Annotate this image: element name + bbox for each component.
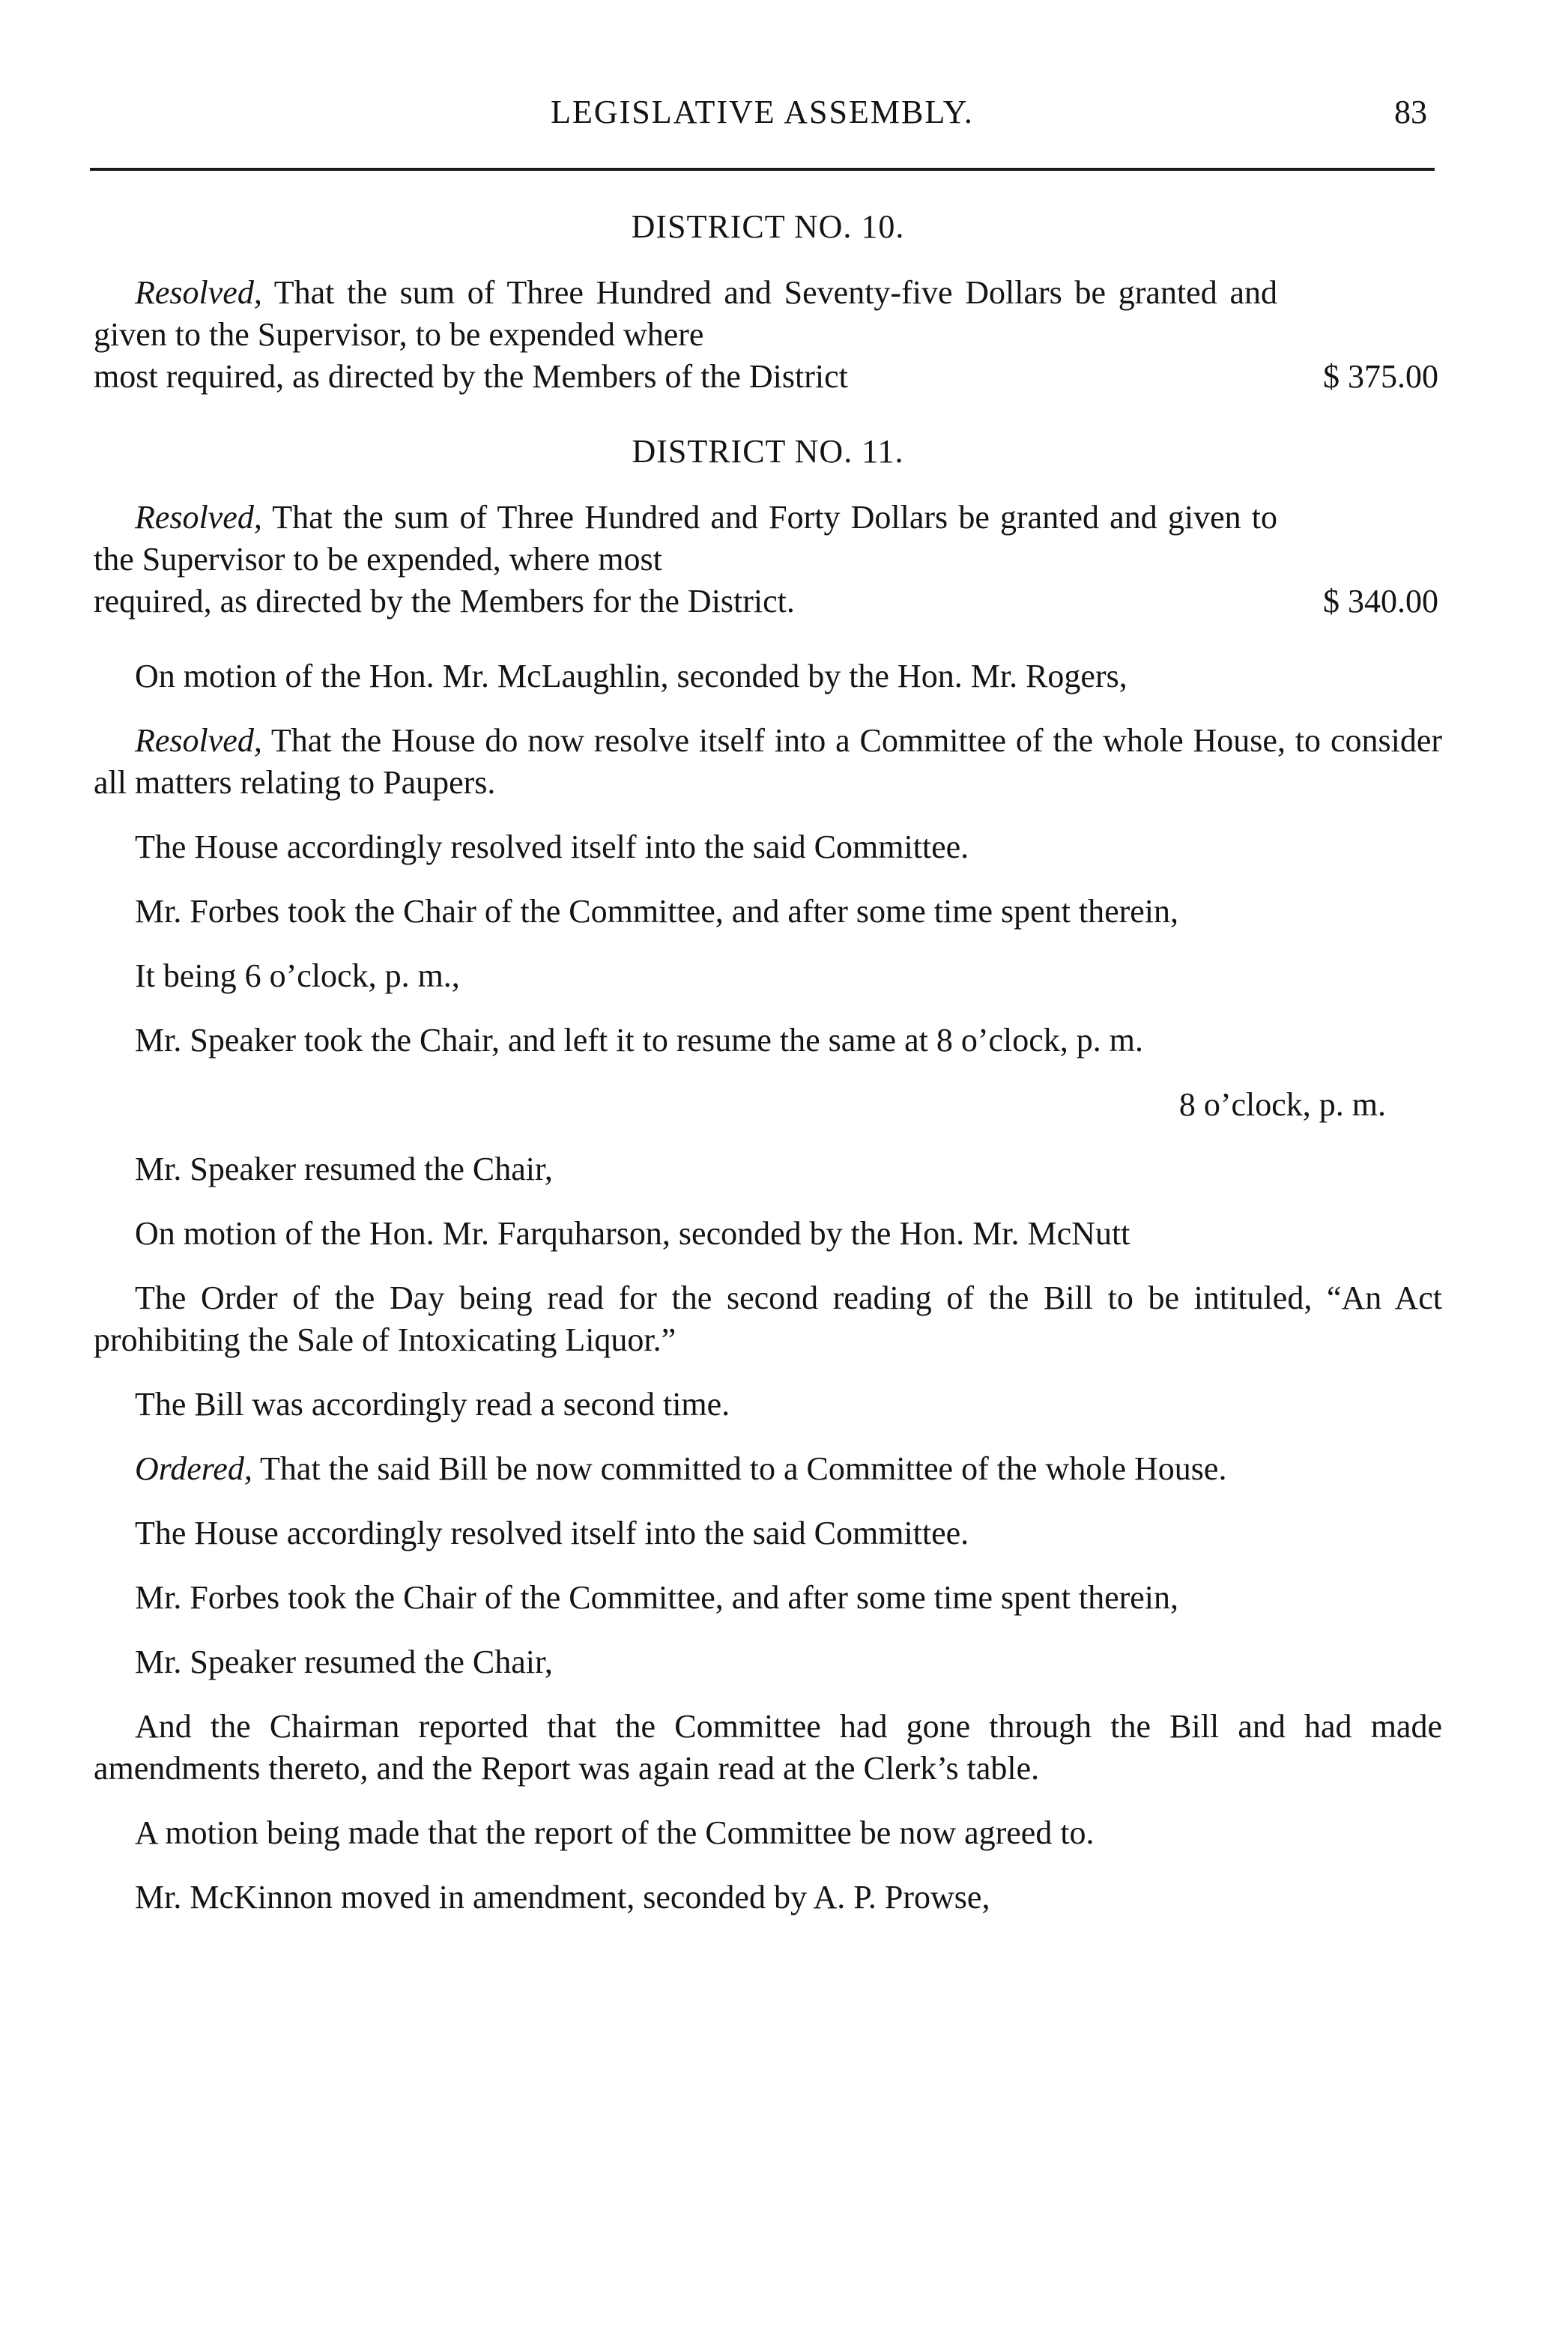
minutes-paragraph (94, 1512, 1442, 1554)
paragraph-text: On motion of the Hon. Mr. Farquharson, seconded by the Hon. Mr. McNutt (135, 1215, 1130, 1252)
minutes-paragraph (94, 1641, 1442, 1683)
resolution-lead: Resolved, (135, 274, 262, 311)
resolution-last-line-text: required, as directed by the Members for the District. (94, 583, 795, 620)
district-10-heading: DISTRICT NO. 10. (631, 208, 905, 245)
minutes-paragraph (94, 1812, 1442, 1854)
district-10-last-line (94, 356, 1438, 398)
paragraph-text: And the Chairman reported that the Committee had gone through the Bill and had made amendments thereto, and the Report was again read at the Clerk’s table. (94, 1708, 1442, 1787)
district-11-last-line (94, 581, 1438, 623)
minutes-paragraph (94, 720, 1442, 804)
paragraph-text: A motion being made that the report of the Committee be now agreed to. (135, 1814, 1095, 1851)
time-mark: 8 o’clock, p. m. (1178, 1086, 1386, 1123)
district-10-text-block (94, 272, 1277, 356)
paragraph-text: On motion of the Hon. Mr. McLaughlin, seconded by the Hon. Mr. Rogers, (135, 658, 1127, 694)
minutes-paragraph (94, 1877, 1442, 1918)
resolution-last-line-text: most required, as directed by the Members of the District (94, 358, 848, 395)
minutes-paragraph (94, 1448, 1442, 1490)
minutes-paragraph (94, 1277, 1442, 1361)
district-10-resolution (94, 272, 1442, 398)
paragraph-text: Mr. Speaker took the Chair, and left it to resume the same at 8 o’clock, p. m. (135, 1022, 1143, 1059)
running-header (90, 90, 1435, 142)
minutes-paragraph (94, 826, 1442, 868)
paragraph-text: Mr. McKinnon moved in amendment, seconded by A. P. Prowse, (135, 1879, 990, 1915)
district-11-text-block (94, 497, 1277, 581)
district-11-resolution (94, 497, 1442, 623)
paragraph-text: Mr. Forbes took the Chair of the Committee, and after some time spent therein, (135, 893, 1179, 930)
district-10-amount: $ 375.00 (1323, 358, 1438, 395)
resolution-text: That the sum of Three Hundred and Forty Dollars be granted and given to the Supervisor to be expended, where most (94, 499, 1277, 578)
district-11-amount: $ 340.00 (1323, 583, 1438, 620)
paragraph-text: It being 6 o’clock, p. m., (135, 957, 460, 994)
paragraph-text: Mr. Forbes took the Chair of the Committee, and after some time spent therein, (135, 1579, 1179, 1616)
minutes-paragraph (94, 1577, 1442, 1619)
resolution-text: That the sum of Three Hundred and Seventy-five Dollars be granted and given to the Supervisor, to be expended where (94, 274, 1277, 353)
paragraph-text: The Order of the Day being read for the second reading of the Bill to be intituled, “An Act prohibiting the Sale of Intoxicating Liquor.” (94, 1279, 1442, 1358)
minutes-section-1 (94, 655, 1442, 1061)
minutes-paragraph (94, 1148, 1442, 1190)
paragraph-text: The Bill was accordingly read a second time. (135, 1386, 730, 1423)
paragraph-lead: Ordered, (135, 1450, 252, 1487)
minutes-paragraph (94, 891, 1442, 933)
paragraph-text: That the House do now resolve itself into a Committee of the whole House, to consider all matters relating to Paupers. (94, 722, 1442, 801)
paragraph-text: Mr. Speaker resumed the Chair, (135, 1644, 553, 1680)
minutes-paragraph (94, 1020, 1442, 1061)
minutes-paragraph (94, 1706, 1442, 1790)
body-text (94, 206, 1442, 1941)
header-rule (90, 168, 1435, 171)
district-11-heading: DISTRICT NO. 11. (632, 433, 904, 470)
paragraph-text: The House accordingly resolved itself into the said Committee. (135, 829, 969, 865)
paragraph-text: That the said Bill be now committed to a Committee of the whole House. (252, 1450, 1227, 1487)
minutes-paragraph (94, 655, 1442, 697)
minutes-paragraph (94, 955, 1442, 997)
header-title: LEGISLATIVE ASSEMBLY. (551, 94, 974, 130)
page-number: 83 (1394, 94, 1427, 130)
minutes-section-2 (94, 1148, 1442, 1918)
minutes-paragraph (94, 1213, 1442, 1255)
resolution-lead: Resolved, (135, 499, 262, 536)
minutes-paragraph (94, 1384, 1442, 1426)
paragraph-lead: Resolved, (135, 722, 262, 759)
paragraph-text: Mr. Speaker resumed the Chair, (135, 1151, 553, 1187)
paragraph-text: The House accordingly resolved itself into the said Committee. (135, 1515, 969, 1551)
